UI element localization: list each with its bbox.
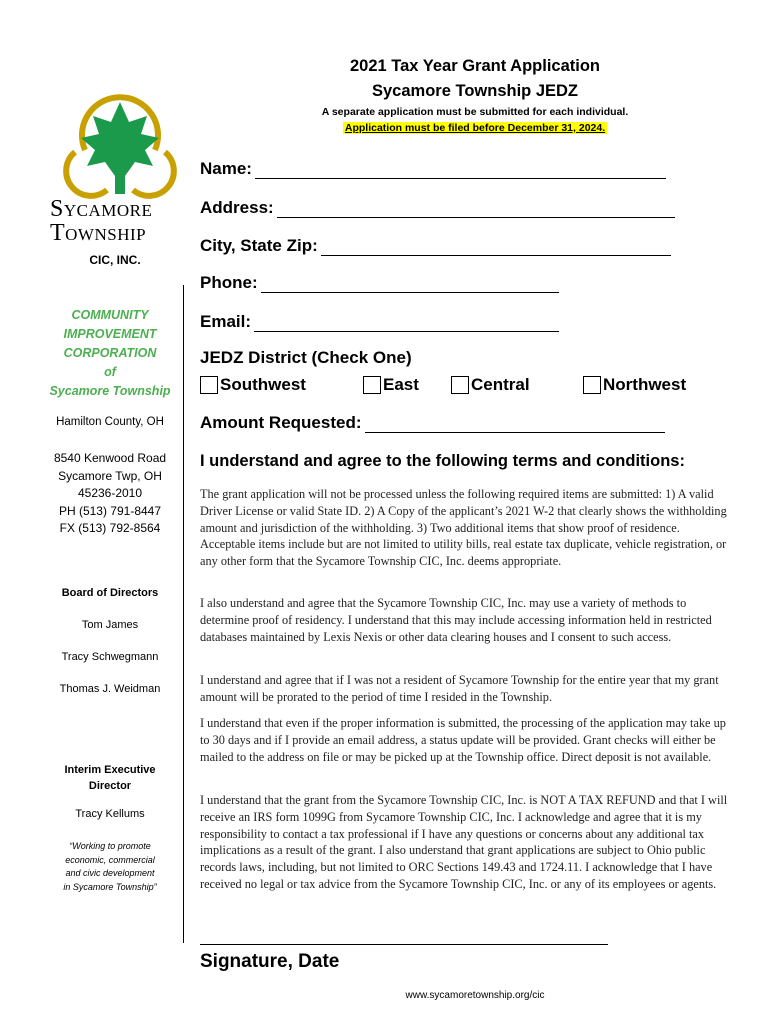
- northwest-checkbox[interactable]: [583, 376, 601, 394]
- document-title: 2021 Tax Year Grant Application: [349, 57, 601, 75]
- county-label: Hamilton County, OH: [56, 416, 164, 428]
- deadline-note: [180, 122, 770, 134]
- board-heading: Board of Directors: [61, 587, 159, 599]
- city-state-zip-field[interactable]: [200, 236, 671, 256]
- option-central[interactable]: Central: [451, 375, 530, 395]
- board-member: Tracy Schwegmann: [61, 651, 159, 663]
- amount-requested-label: Amount Requested:: [200, 413, 362, 432]
- document-subtitle: Sycamore Township JEDZ: [372, 82, 578, 100]
- amount-requested-field[interactable]: [200, 413, 665, 433]
- option-east[interactable]: East: [363, 375, 419, 395]
- city-state-zip-label: City, State Zip:: [200, 236, 318, 255]
- terms-paragraph-proration: I understand and agree that if I was not a resident of Sycamore Township for the entire year that my grant amount will be prorated to the period of time I resided in the Township.: [200, 673, 719, 704]
- board-member: Thomas J. Weidman: [59, 683, 161, 695]
- email-field[interactable]: [200, 312, 559, 332]
- logo-wordmark-line2: Township: [50, 220, 147, 246]
- east-checkbox[interactable]: [363, 376, 381, 394]
- footer-url: www.sycamoretownship.org/cic: [405, 990, 545, 1001]
- name-field[interactable]: [200, 159, 666, 179]
- board-member: Tom James: [81, 619, 139, 631]
- terms-paragraph-required-items: The grant application will not be processed unless the following required items are submitted: 1) A valid Driver License or valid State ID. 2) A Copy of the applicant’s 2021 W-2 that clearly shows the withholding amount and jurisdiction of the withholding. 3) Two additional items that show proof of residence. Acceptable items include but are not limited to utility bills, real estate tax duplicate, vehicle registration, or any other form that the Sycamore Township CIC, Inc. deems appropriate.: [200, 487, 727, 569]
- name-label: Name:: [200, 159, 252, 178]
- address-label: Address:: [200, 198, 274, 217]
- logo-wordmark-line1: Sycamore: [50, 196, 153, 222]
- address-input-line[interactable]: [277, 200, 675, 218]
- mailing-address: 8540 Kenwood Road Sycamore Twp, OH 45236-2010 PH (513) 791-8447 FX (513) 792-8564: [53, 451, 167, 535]
- separate-application-note: A separate application must be submitted for each individual.: [321, 106, 629, 118]
- address-field[interactable]: [200, 198, 675, 218]
- mission-quote: “Working to promote economic, commercial and civic development in Sycamore Township”: [63, 841, 157, 892]
- signature-input-line[interactable]: [200, 944, 608, 945]
- phone-field[interactable]: [200, 273, 559, 293]
- executive-heading: Interim Executive Director: [64, 764, 156, 792]
- sidebar-divider: [183, 285, 184, 943]
- southwest-checkbox[interactable]: [200, 376, 218, 394]
- deadline-highlight: Application must be filed before December 31, 2024.: [344, 122, 606, 134]
- name-input-line[interactable]: [255, 161, 666, 179]
- amount-requested-input-line[interactable]: [365, 415, 665, 433]
- email-input-line[interactable]: [254, 314, 559, 332]
- executive-name: Tracy Kellums: [75, 808, 145, 820]
- terms-paragraph-processing: I understand that even if the proper information is submitted, the processing of the application may take up to 30 days and if I provide an email address, a status update will be provided. Grant checks will either be mailed to the address on file or may be picked up at the Township office. Direct deposit is not available.: [200, 716, 726, 764]
- city-state-zip-input-line[interactable]: [321, 238, 671, 256]
- email-label: Email:: [200, 312, 252, 331]
- terms-paragraph-residency: I also understand and agree that the Sycamore Township CIC, Inc. may use a variety of methods to determine proof of residency. I understand that this may include accessing information held in restricted databases maintained by Lexis Nexis or other data clearing houses and I consent to such access.: [200, 596, 712, 644]
- central-checkbox[interactable]: [451, 376, 469, 394]
- jedz-district-label: JEDZ District (Check One): [200, 348, 412, 367]
- logo-cic-label: CIC, INC.: [89, 253, 141, 267]
- terms-paragraph-tax: I understand that the grant from the Sycamore Township CIC, Inc. is NOT A TAX REFUND and that I will receive an IRS form 1099G from Sycamore Township CIC, Inc. I acknowledge and agree that it is my responsibility to contact a tax professional if I have any questions or concerns about any additional tax implications as a result of the grant. I also understand that grant applications are subject to Ohio public records laws, including, but not limited to ORC Sections 149.43 and 1724.11. I acknowledge that I have received no legal or tax advice from the Sycamore Township CIC, Inc. or any of its employees or agents.: [200, 793, 728, 891]
- sycamore-leaf-logo-icon: [55, 90, 185, 205]
- terms-heading: I understand and agree to the following terms and conditions:: [200, 452, 685, 470]
- option-southwest[interactable]: Southwest: [200, 375, 306, 395]
- phone-input-line[interactable]: [261, 275, 559, 293]
- signature-date-label: Signature, Date: [200, 951, 340, 972]
- option-northwest[interactable]: Northwest: [583, 375, 686, 395]
- cic-full-name: COMMUNITY IMPROVEMENT CORPORATION of Sycamore Township: [49, 308, 171, 398]
- phone-label: Phone:: [200, 273, 258, 292]
